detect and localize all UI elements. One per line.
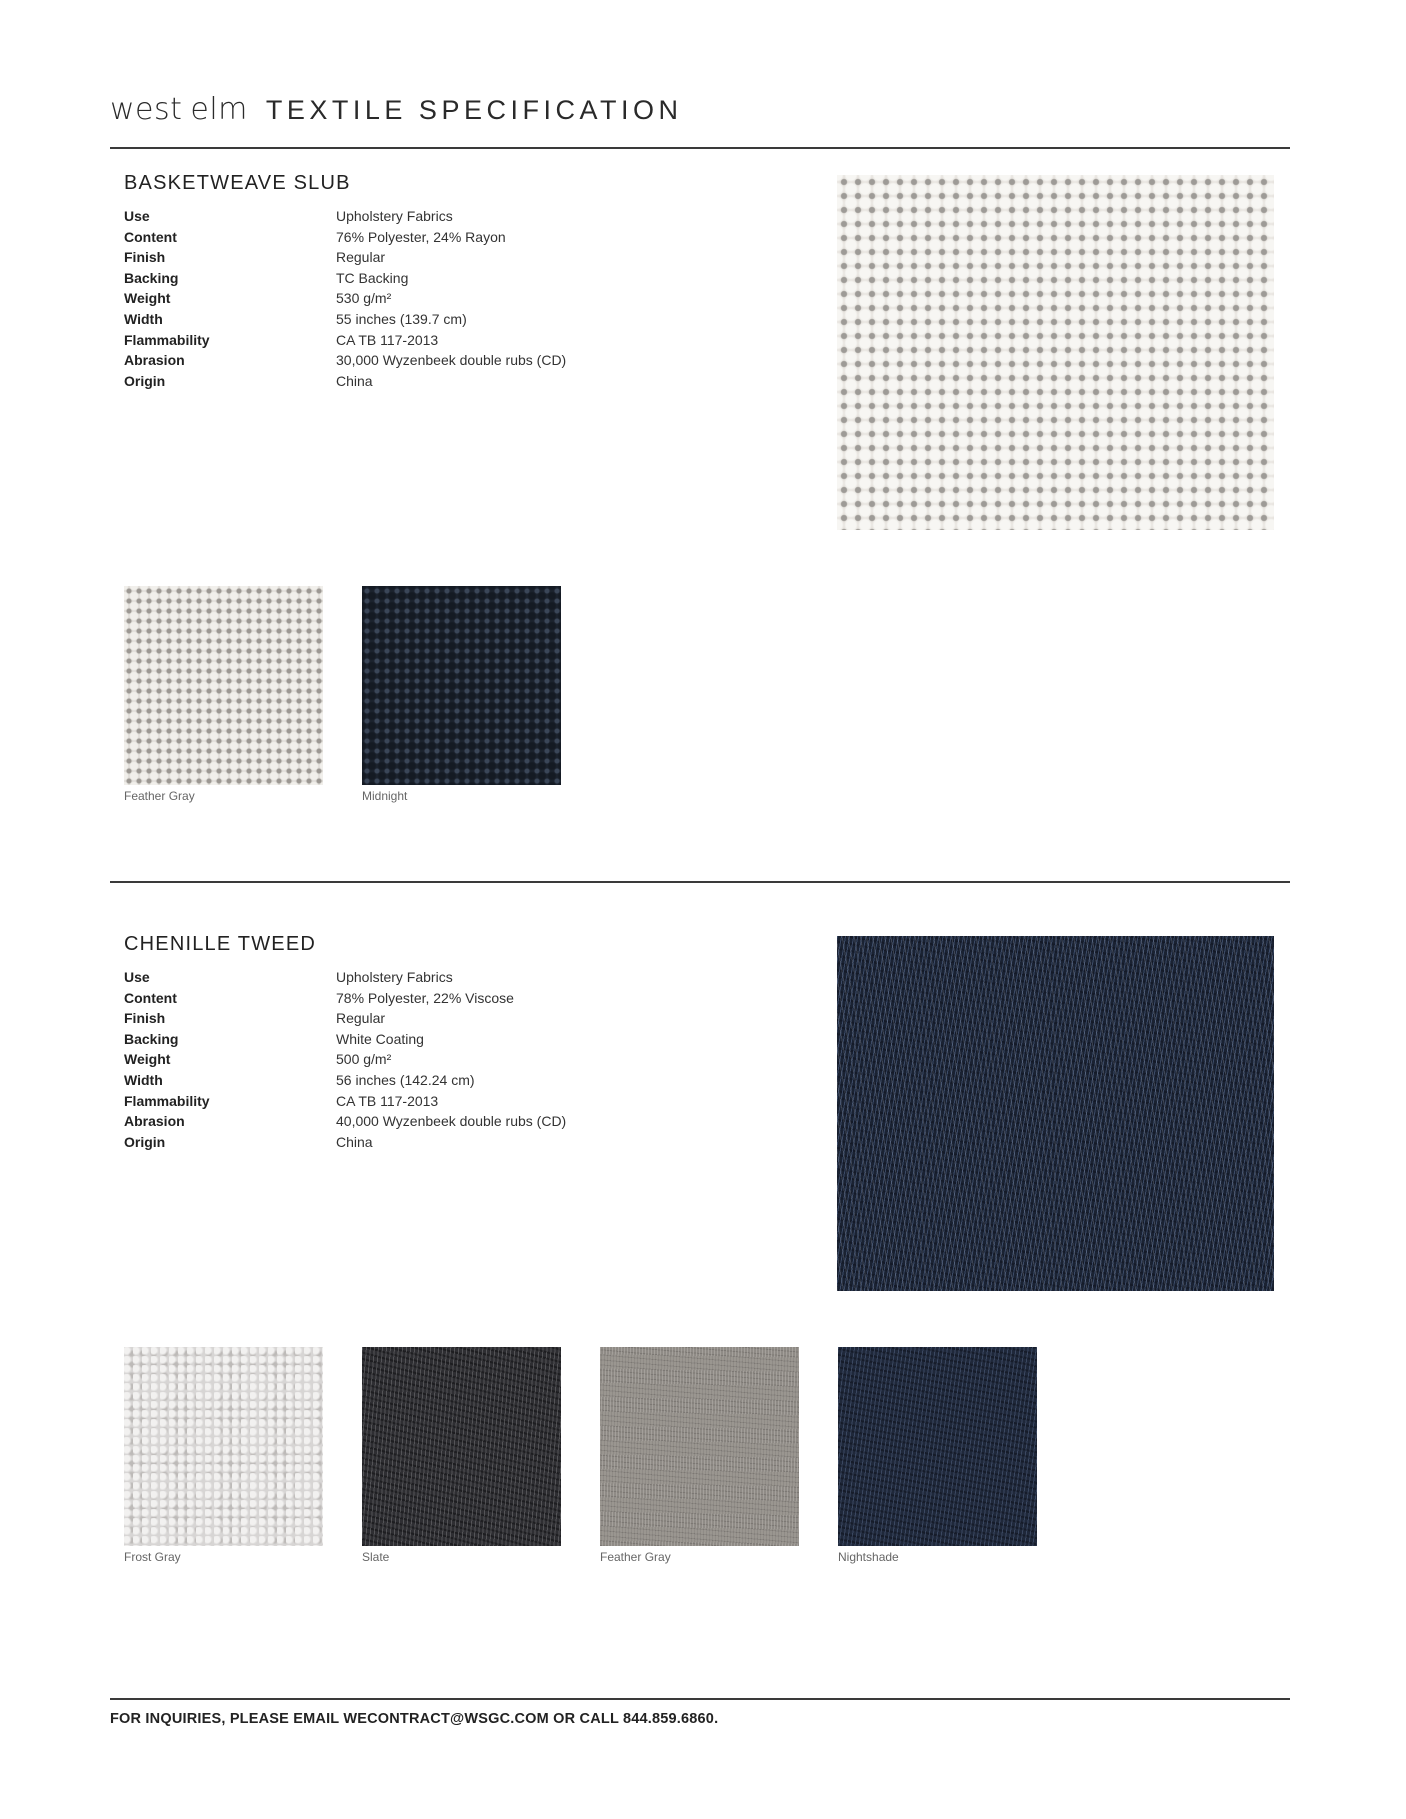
spec-label: Width: [124, 310, 163, 327]
logo-elm: elm: [190, 92, 248, 127]
swatch-frost-gray[interactable]: [124, 1347, 323, 1546]
spec-row: [124, 1091, 566, 1112]
spec-label: Origin: [124, 1133, 166, 1150]
spec-table-basketweave-slub: [124, 206, 566, 391]
page-header: [110, 92, 682, 132]
spec-row: [124, 967, 566, 988]
spec-label: Finish: [124, 249, 166, 266]
spec-row: [124, 988, 566, 1009]
spec-value: 530 g/m²: [336, 290, 392, 307]
spec-row: [124, 1008, 566, 1029]
spec-label: Backing: [124, 1030, 179, 1047]
section-divider: [110, 881, 1290, 883]
spec-row: [124, 1070, 566, 1091]
spec-label: Finish: [124, 1010, 166, 1027]
spec-row: [124, 371, 566, 392]
spec-value: CA TB 117-2013: [336, 1092, 439, 1109]
spec-label: Flammability: [124, 331, 210, 348]
logo-west: west: [110, 92, 183, 127]
spec-row: [124, 247, 566, 268]
footer-contact: FOR INQUIRIES, PLEASE EMAIL WECONTRACT@WSGC.COM OR CALL 844.859.6860.: [110, 1711, 719, 1727]
chenille-tweed-hero-image: [837, 936, 1274, 1291]
spec-value: 76% Polyester, 24% Rayon: [336, 228, 506, 245]
spec-label: Use: [124, 969, 150, 985]
swatch-label: Feather Gray: [600, 1550, 671, 1564]
document-title: TEXTILE SPECIFICATION: [265, 95, 683, 125]
swatch-feather-gray-tweed[interactable]: [600, 1347, 799, 1546]
swatch-midnight[interactable]: [362, 586, 561, 785]
spec-row: [124, 1111, 566, 1132]
swatch-label: Nightshade: [838, 1550, 899, 1564]
spec-value: CA TB 117-2013: [336, 331, 439, 348]
spec-value: Regular: [336, 249, 386, 266]
spec-label: Weight: [124, 290, 171, 307]
spec-table-chenille-tweed: [124, 967, 566, 1152]
basketweave-slub-hero-image: [837, 175, 1274, 530]
spec-value: 40,000 Wyzenbeek double rubs (CD): [336, 1113, 567, 1130]
west-elm-logo: [110, 92, 248, 127]
spec-row: [124, 288, 566, 309]
spec-label: Origin: [124, 372, 166, 389]
spec-row: [124, 1049, 566, 1070]
header-divider: [110, 147, 1290, 149]
spec-row: [124, 1029, 566, 1050]
swatch-label: Slate: [362, 1550, 390, 1564]
spec-value: 55 inches (139.7 cm): [336, 310, 467, 327]
spec-value: China: [336, 372, 373, 389]
fabric-name-chenille-tweed: CHENILLE TWEED: [124, 933, 317, 955]
swatch-feather-gray[interactable]: [124, 586, 323, 785]
spec-label: Abrasion: [124, 352, 185, 369]
spec-row: [124, 330, 566, 351]
spec-value: 30,000 Wyzenbeek double rubs (CD): [336, 352, 567, 369]
spec-row: [124, 268, 566, 289]
spec-label: Content: [124, 228, 177, 245]
fabric-name-basketweave-slub: BASKETWEAVE SLUB: [124, 172, 351, 194]
spec-label: Backing: [124, 269, 179, 286]
spec-label: Weight: [124, 1051, 171, 1068]
spec-label: Width: [124, 1071, 163, 1088]
spec-label: Flammability: [124, 1092, 210, 1109]
footer-divider: [110, 1698, 1290, 1700]
spec-value: White Coating: [336, 1030, 424, 1047]
spec-row: [124, 350, 566, 371]
spec-label: Abrasion: [124, 1113, 185, 1130]
spec-value: China: [336, 1133, 373, 1150]
spec-label: Use: [124, 208, 150, 224]
spec-row: [124, 309, 566, 330]
swatch-label: Midnight: [362, 789, 408, 803]
swatch-nightshade[interactable]: [838, 1347, 1037, 1546]
spec-value: Upholstery Fabrics: [336, 969, 453, 985]
swatch-label: Frost Gray: [124, 1550, 181, 1564]
spec-value: 500 g/m²: [336, 1051, 392, 1068]
spec-label: Content: [124, 989, 177, 1006]
spec-row: [124, 206, 566, 227]
swatch-label: Feather Gray: [124, 789, 195, 803]
swatch-slate[interactable]: [362, 1347, 561, 1546]
spec-value: Regular: [336, 1010, 386, 1027]
spec-value: TC Backing: [336, 269, 409, 286]
spec-value: 56 inches (142.24 cm): [336, 1071, 475, 1088]
spec-value: Upholstery Fabrics: [336, 208, 453, 224]
spec-row: [124, 1132, 566, 1153]
spec-value: 78% Polyester, 22% Viscose: [336, 989, 514, 1006]
spec-row: [124, 227, 566, 248]
